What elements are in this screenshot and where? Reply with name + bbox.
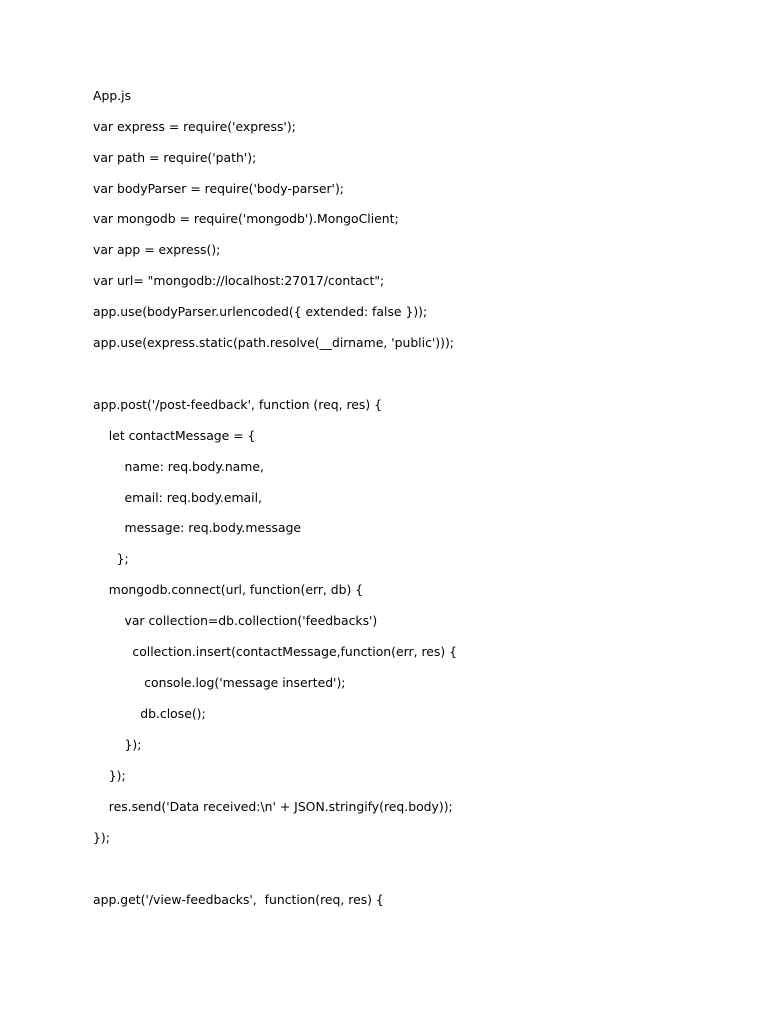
document-line: app.use(express.static(path.resolve(__dirname, 'public'))); (93, 335, 454, 350)
document-line: var app = express(); (93, 242, 221, 257)
document-line: app.post('/post-feedback', function (req, res) { (93, 397, 383, 412)
document-line: message: req.body.message (93, 520, 302, 535)
document-line: }; (93, 551, 129, 566)
document-line: email: req.body.email, (93, 490, 262, 505)
document-line: db.close(); (93, 706, 206, 721)
document-line: app.use(bodyParser.urlencoded({ extended: false })); (93, 304, 428, 319)
document-line: collection.insert(contactMessage,function(err, res) { (93, 644, 458, 659)
document-line: mongodb.connect(url, function(err, db) { (93, 582, 364, 597)
document-line: res.send('Data received:\n' + JSON.stringify(req.body)); (93, 799, 453, 814)
document-line: var mongodb = require('mongodb').MongoClient; (93, 211, 399, 226)
document-line: name: req.body.name, (93, 459, 264, 474)
document-line: let contactMessage = { (93, 428, 256, 443)
document-line: app.get('/view-feedbacks', function(req, res) { (93, 892, 384, 907)
document-line: }); (93, 768, 126, 783)
document-line: var bodyParser = require('body-parser'); (93, 181, 344, 196)
document-line: }); (93, 830, 110, 845)
document-line: var collection=db.collection('feedbacks') (93, 613, 378, 628)
document-line: }); (93, 737, 142, 752)
document-line: App.js (93, 88, 132, 103)
document-line: var url= "mongodb://localhost:27017/contact"; (93, 273, 385, 288)
document-line: console.log('message inserted'); (93, 675, 346, 690)
document-line: var path = require('path'); (93, 150, 257, 165)
document-line: var express = require('express'); (93, 119, 296, 134)
